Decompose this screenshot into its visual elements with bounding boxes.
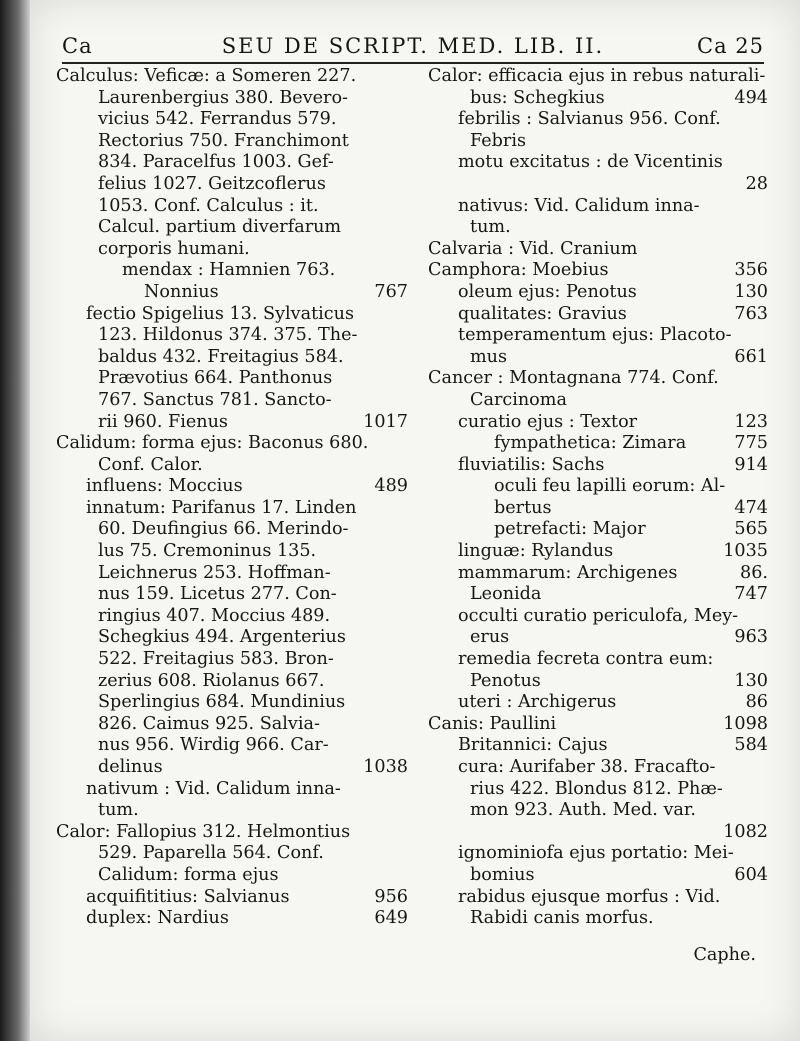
entry-text: uteri : Archigerus (458, 692, 617, 713)
entry-text: erus (470, 627, 510, 648)
page-reference: 763 (734, 303, 768, 324)
index-line (56, 627, 408, 649)
page-reference: 494 (734, 87, 768, 108)
index-line (428, 498, 768, 520)
index-line (56, 606, 408, 628)
index-line (56, 563, 408, 585)
entry-text: duplex: Nardius (86, 908, 229, 929)
header-title: SEU DE SCRIPT. MED. LIB. II. (221, 34, 605, 58)
entry-text: rabidus ejusque morfus : Vid. (458, 886, 721, 907)
book-page (30, 0, 800, 1041)
page-reference: 474 (734, 497, 768, 518)
entry-text: fympathetica: Zimara (494, 433, 687, 454)
index-line (428, 368, 768, 390)
index-line (428, 476, 768, 498)
page-reference: 767 (374, 281, 408, 302)
index-line (56, 152, 408, 174)
entry-text: mammarum: Archigenes (458, 562, 678, 583)
index-line (428, 239, 768, 261)
entry-text: Calvaria : Vid. Cranium (428, 238, 638, 259)
entry-text: rii 960. Fienus (98, 411, 228, 432)
index-line (428, 800, 768, 822)
index-line (428, 671, 768, 693)
index-line (428, 541, 768, 563)
index-line (56, 455, 408, 477)
index-line (428, 260, 768, 282)
entry-text: petrefacti: Major (494, 519, 646, 540)
entry-text: mon 923. Auth. Med. var. (470, 800, 696, 821)
page-reference: 914 (734, 454, 768, 475)
entry-text: Conf. Calor. (98, 454, 203, 475)
entry-text: bus: Schegkius (470, 87, 605, 108)
entry-text: Carcinoma (470, 389, 567, 410)
entry-text: Laurenbergius 380. Bevero- (98, 87, 348, 108)
entry-text: oleum ejus: Penotus (458, 281, 637, 302)
entry-text: Britannici: Cajus (458, 735, 608, 756)
entry-text: felius 1027. Geitzcoflerus (98, 173, 326, 194)
index-line (56, 109, 408, 131)
index-line (56, 541, 408, 563)
page-reference: 747 (734, 584, 768, 605)
index-line (56, 433, 408, 455)
index-line (428, 433, 768, 455)
entry-text: occulti curatio periculofa, Mey- (458, 605, 739, 626)
entry-text: Calcul. partium diverfarum (98, 217, 342, 238)
page-reference: 86. (740, 562, 768, 583)
index-line (56, 196, 408, 218)
page-reference: 1035 (723, 541, 768, 562)
entry-text: nativum : Vid. Calidum inna- (86, 778, 341, 799)
index-line (56, 800, 408, 822)
page-reference: 130 (734, 281, 768, 302)
page-reference: 649 (374, 908, 408, 929)
page-reference: 86 (745, 692, 768, 713)
entry-text: oculi feu lapilli eorum: Al- (494, 476, 726, 497)
page-reference: 130 (734, 670, 768, 691)
entry-text: 1053. Conf. Calculus : it. (98, 195, 319, 216)
entry-text: qualitates: Gravius (458, 303, 627, 324)
index-line (56, 217, 408, 239)
entry-text: 767. Sanctus 781. Sancto- (98, 389, 332, 410)
index-line (428, 606, 768, 628)
entry-text: ignominiofa ejus portatio: Mei- (458, 843, 734, 864)
index-line (428, 174, 768, 196)
index-line (56, 843, 408, 865)
entry-text: cura: Aurifaber 38. Fracafto- (458, 757, 716, 777)
index-line (56, 584, 408, 606)
entry-text: 123. Hildonus 374. 375. The- (98, 325, 358, 346)
index-line (428, 563, 768, 585)
page-reference: 356 (734, 260, 768, 281)
index-line (428, 779, 768, 801)
page-reference: 963 (734, 627, 768, 648)
entry-text: rius 422. Blondus 812. Phæ- (470, 778, 723, 799)
index-line (56, 779, 408, 801)
index-line (428, 757, 768, 779)
entry-text: febrilis : Salvianus 956. Conf. (458, 109, 721, 130)
index-line (56, 692, 408, 714)
entry-text: acquifititius: Salvianus (86, 886, 290, 907)
entry-text: linguæ: Rylandus (458, 541, 614, 562)
index-column-left (56, 66, 408, 930)
entry-text: nativus: Vid. Calidum inna- (458, 195, 700, 216)
entry-text: motu excitatus : de Vicentinis (458, 152, 723, 173)
entry-text: Prævotius 664. Panthonus (98, 368, 333, 389)
page-reference: 123 (734, 411, 768, 432)
entry-text: Cancer : Montagnana 774. Conf. (428, 368, 719, 389)
index-line (428, 843, 768, 865)
entry-text: fluviatilis: Sachs (458, 454, 605, 475)
index-line (428, 196, 768, 218)
entry-text: Calor: Fallopius 312. Helmontius (56, 821, 351, 842)
page-reference: 28 (745, 173, 768, 194)
index-line (428, 908, 768, 930)
index-line (428, 735, 768, 757)
entry-text: Leichnerus 253. Hoffman- (98, 562, 331, 583)
index-line (56, 498, 408, 520)
index-line (428, 66, 768, 88)
entry-text: fectio Spigelius 13. Sylvaticus (86, 303, 355, 324)
index-line (56, 822, 408, 844)
index-line (428, 304, 768, 326)
entry-text: nus 956. Wirdig 966. Car- (98, 735, 329, 756)
index-line (428, 282, 768, 304)
entry-text: Schegkius 494. Argenterius (98, 627, 346, 648)
index-line (56, 88, 408, 110)
page-reference: 1082 (723, 821, 768, 842)
entry-text: nus 159. Licetus 277. Con- (98, 584, 337, 605)
page-reference: 489 (374, 476, 408, 497)
index-line (428, 714, 768, 736)
entry-text: mus (470, 346, 508, 367)
entry-text: delinus (98, 757, 163, 777)
entry-text: vicius 542. Ferrandus 579. (98, 109, 337, 130)
entry-text: Canis: Paullini (428, 713, 557, 734)
index-line (428, 627, 768, 649)
index-line (56, 476, 408, 498)
index-line (428, 692, 768, 714)
entry-text: Calor: efficacia ejus in rebus naturali- (428, 66, 766, 86)
page-reference: 565 (734, 519, 768, 540)
entry-text: zerius 608. Riolanus 667. (98, 670, 325, 691)
index-line (428, 88, 768, 110)
entry-text: 60. Deufingius 66. Merindo- (98, 519, 349, 540)
index-line (56, 260, 408, 282)
entry-text: bomius (470, 864, 535, 885)
index-line (56, 757, 408, 779)
index-line (56, 282, 408, 304)
page-reference: 1017 (363, 411, 408, 432)
index-line (56, 908, 408, 930)
entry-text: 522. Freitagius 583. Bron- (98, 649, 334, 670)
entry-text: 834. Paracelfus 1003. Gef- (98, 152, 334, 173)
index-line (428, 455, 768, 477)
entry-text: Calidum: forma ejus: Baconus 680. (56, 433, 369, 454)
entry-text: Sperlingius 684. Mundinius (98, 692, 346, 713)
entry-text: Rabidi canis morfus. (470, 908, 654, 929)
entry-text: Calidum: forma ejus (98, 864, 279, 885)
entry-text: mendax : Hamnien 763. (122, 260, 336, 281)
index-line (428, 347, 768, 369)
index-line (56, 671, 408, 693)
entry-text: Calculus: Veficæ: a Someren 227. (56, 66, 357, 86)
page-reference: 661 (734, 346, 768, 367)
entry-text: Nonnius (144, 281, 219, 302)
index-line (56, 368, 408, 390)
page-reference: 1098 (723, 713, 768, 734)
running-header (62, 32, 764, 64)
entry-text: Penotus (470, 670, 541, 691)
index-line (428, 152, 768, 174)
entry-text: temperamentum ejus: Placoto- (458, 325, 732, 346)
page-reference: 584 (734, 735, 768, 756)
page-reference: 956 (374, 886, 408, 907)
entry-text: Febris (470, 130, 526, 151)
entry-text: baldus 432. Freitagius 584. (98, 346, 344, 367)
index-line (56, 304, 408, 326)
entry-text: Camphora: Moebius (428, 260, 609, 281)
entry-text: Rectorius 750. Franchimont (98, 130, 349, 151)
entry-text: lus 75. Cremoninus 135. (98, 541, 317, 562)
index-line (56, 519, 408, 541)
index-line (428, 519, 768, 541)
index-line (428, 390, 768, 412)
entry-text: innatum: Parifanus 17. Linden (86, 497, 357, 518)
entry-text: Leonida (470, 584, 542, 605)
index-line (428, 412, 768, 434)
entry-text: ringius 407. Moccius 489. (98, 605, 331, 626)
entry-text: remedia fecreta contra eum: (458, 649, 714, 670)
entry-text: 529. Paparella 564. Conf. (98, 843, 324, 864)
entry-text: tum. (470, 217, 511, 238)
index-line (56, 390, 408, 412)
page-reference: 1038 (363, 757, 408, 777)
index-line (56, 865, 408, 887)
entry-text: influens: Moccius (86, 476, 243, 497)
index-line (428, 325, 768, 347)
index-line (56, 412, 408, 434)
catchword: Caphe. (693, 945, 756, 965)
index-line (56, 325, 408, 347)
page-reference: 775 (734, 433, 768, 454)
index-line (428, 584, 768, 606)
index-line (428, 131, 768, 153)
index-line (428, 109, 768, 131)
index-line (56, 347, 408, 369)
entry-text: bertus (494, 497, 552, 518)
entry-text: corporis humani. (98, 238, 250, 259)
index-line (428, 217, 768, 239)
entry-text: 826. Caimus 925. Salvia- (98, 713, 320, 734)
index-line (56, 714, 408, 736)
index-line (428, 887, 768, 909)
index-line (56, 887, 408, 909)
index-line (56, 174, 408, 196)
index-line (428, 649, 768, 671)
index-line (56, 66, 408, 88)
entry-text: curatio ejus : Textor (458, 411, 638, 432)
index-line (56, 649, 408, 671)
index-line (428, 822, 768, 844)
index-line (56, 735, 408, 757)
index-column-right (428, 66, 768, 930)
index-line (428, 865, 768, 887)
index-line (56, 239, 408, 261)
header-left-guide-word: Ca (62, 34, 93, 58)
index-line (56, 131, 408, 153)
page-reference: 604 (734, 864, 768, 885)
book-spine-shadow (0, 0, 30, 1041)
header-right-guide-word: Ca 25 (697, 34, 764, 58)
entry-text: tum. (98, 800, 139, 821)
